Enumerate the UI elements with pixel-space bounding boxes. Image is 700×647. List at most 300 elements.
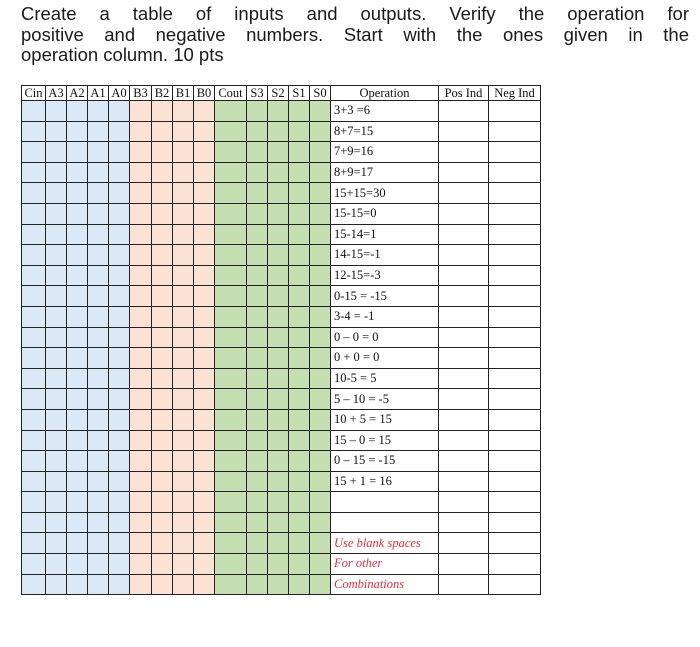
neg-ind-cell[interactable] bbox=[489, 183, 541, 204]
bit-cell-b1[interactable] bbox=[173, 142, 194, 163]
bit-cell-s1[interactable] bbox=[289, 183, 310, 204]
neg-ind-cell[interactable] bbox=[489, 162, 541, 183]
bit-cell-cout[interactable] bbox=[215, 224, 247, 245]
bit-cell-a2[interactable] bbox=[67, 554, 88, 575]
bit-cell-b0[interactable] bbox=[194, 430, 215, 451]
bit-cell-b2[interactable] bbox=[152, 327, 173, 348]
bit-cell-a1[interactable] bbox=[88, 512, 109, 533]
bit-cell-a3[interactable] bbox=[46, 224, 67, 245]
bit-cell-b0[interactable] bbox=[194, 306, 215, 327]
pos-ind-cell[interactable] bbox=[439, 327, 489, 348]
bit-cell-a3[interactable] bbox=[46, 512, 67, 533]
bit-cell-a2[interactable] bbox=[67, 142, 88, 163]
pos-ind-cell[interactable] bbox=[439, 409, 489, 430]
pos-ind-cell[interactable] bbox=[439, 451, 489, 472]
bit-cell-a0[interactable] bbox=[109, 471, 130, 492]
neg-ind-cell[interactable] bbox=[489, 430, 541, 451]
bit-cell-s1[interactable] bbox=[289, 142, 310, 163]
bit-cell-s3[interactable] bbox=[247, 368, 268, 389]
bit-cell-s1[interactable] bbox=[289, 286, 310, 307]
bit-cell-s0[interactable] bbox=[310, 430, 331, 451]
bit-cell-s2[interactable] bbox=[268, 409, 289, 430]
bit-cell-a2[interactable] bbox=[67, 327, 88, 348]
bit-cell-s2[interactable] bbox=[268, 471, 289, 492]
bit-cell-cout[interactable] bbox=[215, 554, 247, 575]
bit-cell-s3[interactable] bbox=[247, 430, 268, 451]
neg-ind-cell[interactable] bbox=[489, 101, 541, 122]
bit-cell-s3[interactable] bbox=[247, 327, 268, 348]
bit-cell-cin[interactable] bbox=[22, 265, 46, 286]
bit-cell-b0[interactable] bbox=[194, 451, 215, 472]
bit-cell-cout[interactable] bbox=[215, 574, 247, 595]
bit-cell-s2[interactable] bbox=[268, 142, 289, 163]
bit-cell-a1[interactable] bbox=[88, 183, 109, 204]
bit-cell-s3[interactable] bbox=[247, 409, 268, 430]
bit-cell-a1[interactable] bbox=[88, 409, 109, 430]
neg-ind-cell[interactable] bbox=[489, 512, 541, 533]
pos-ind-cell[interactable] bbox=[439, 265, 489, 286]
bit-cell-b1[interactable] bbox=[173, 554, 194, 575]
bit-cell-a0[interactable] bbox=[109, 368, 130, 389]
pos-ind-cell[interactable] bbox=[439, 306, 489, 327]
bit-cell-cout[interactable] bbox=[215, 306, 247, 327]
bit-cell-a1[interactable] bbox=[88, 142, 109, 163]
bit-cell-s2[interactable] bbox=[268, 430, 289, 451]
bit-cell-b3[interactable] bbox=[130, 389, 152, 410]
bit-cell-a0[interactable] bbox=[109, 306, 130, 327]
bit-cell-b2[interactable] bbox=[152, 183, 173, 204]
bit-cell-b0[interactable] bbox=[194, 533, 215, 554]
bit-cell-s3[interactable] bbox=[247, 265, 268, 286]
bit-cell-s2[interactable] bbox=[268, 574, 289, 595]
pos-ind-cell[interactable] bbox=[439, 368, 489, 389]
bit-cell-cin[interactable] bbox=[22, 554, 46, 575]
neg-ind-cell[interactable] bbox=[489, 245, 541, 266]
bit-cell-s3[interactable] bbox=[247, 471, 268, 492]
bit-cell-b3[interactable] bbox=[130, 121, 152, 142]
neg-ind-cell[interactable] bbox=[489, 327, 541, 348]
bit-cell-b2[interactable] bbox=[152, 574, 173, 595]
bit-cell-b2[interactable] bbox=[152, 554, 173, 575]
bit-cell-a2[interactable] bbox=[67, 121, 88, 142]
bit-cell-b0[interactable] bbox=[194, 512, 215, 533]
bit-cell-b2[interactable] bbox=[152, 409, 173, 430]
bit-cell-cin[interactable] bbox=[22, 121, 46, 142]
bit-cell-a0[interactable] bbox=[109, 533, 130, 554]
bit-cell-s3[interactable] bbox=[247, 492, 268, 513]
bit-cell-a2[interactable] bbox=[67, 430, 88, 451]
bit-cell-b2[interactable] bbox=[152, 389, 173, 410]
bit-cell-a2[interactable] bbox=[67, 203, 88, 224]
neg-ind-cell[interactable] bbox=[489, 533, 541, 554]
bit-cell-s0[interactable] bbox=[310, 409, 331, 430]
bit-cell-b1[interactable] bbox=[173, 306, 194, 327]
pos-ind-cell[interactable] bbox=[439, 554, 489, 575]
bit-cell-a3[interactable] bbox=[46, 101, 67, 122]
neg-ind-cell[interactable] bbox=[489, 389, 541, 410]
bit-cell-a3[interactable] bbox=[46, 389, 67, 410]
bit-cell-b3[interactable] bbox=[130, 142, 152, 163]
bit-cell-a3[interactable] bbox=[46, 286, 67, 307]
neg-ind-cell[interactable] bbox=[489, 203, 541, 224]
bit-cell-b0[interactable] bbox=[194, 101, 215, 122]
bit-cell-s1[interactable] bbox=[289, 471, 310, 492]
bit-cell-b0[interactable] bbox=[194, 265, 215, 286]
bit-cell-a2[interactable] bbox=[67, 265, 88, 286]
bit-cell-s3[interactable] bbox=[247, 533, 268, 554]
bit-cell-b0[interactable] bbox=[194, 471, 215, 492]
bit-cell-a1[interactable] bbox=[88, 348, 109, 369]
pos-ind-cell[interactable] bbox=[439, 389, 489, 410]
bit-cell-s1[interactable] bbox=[289, 224, 310, 245]
bit-cell-b3[interactable] bbox=[130, 533, 152, 554]
bit-cell-b3[interactable] bbox=[130, 245, 152, 266]
bit-cell-b3[interactable] bbox=[130, 327, 152, 348]
pos-ind-cell[interactable] bbox=[439, 533, 489, 554]
pos-ind-cell[interactable] bbox=[439, 224, 489, 245]
bit-cell-s3[interactable] bbox=[247, 121, 268, 142]
bit-cell-s3[interactable] bbox=[247, 203, 268, 224]
bit-cell-b2[interactable] bbox=[152, 162, 173, 183]
pos-ind-cell[interactable] bbox=[439, 162, 489, 183]
bit-cell-b0[interactable] bbox=[194, 409, 215, 430]
bit-cell-cout[interactable] bbox=[215, 162, 247, 183]
bit-cell-a3[interactable] bbox=[46, 306, 67, 327]
bit-cell-cout[interactable] bbox=[215, 533, 247, 554]
bit-cell-cin[interactable] bbox=[22, 162, 46, 183]
bit-cell-s0[interactable] bbox=[310, 389, 331, 410]
bit-cell-s2[interactable] bbox=[268, 451, 289, 472]
bit-cell-b1[interactable] bbox=[173, 471, 194, 492]
bit-cell-a2[interactable] bbox=[67, 183, 88, 204]
bit-cell-a0[interactable] bbox=[109, 451, 130, 472]
neg-ind-cell[interactable] bbox=[489, 492, 541, 513]
bit-cell-cout[interactable] bbox=[215, 389, 247, 410]
bit-cell-b2[interactable] bbox=[152, 203, 173, 224]
bit-cell-b3[interactable] bbox=[130, 554, 152, 575]
bit-cell-s1[interactable] bbox=[289, 451, 310, 472]
bit-cell-cin[interactable] bbox=[22, 203, 46, 224]
bit-cell-cout[interactable] bbox=[215, 451, 247, 472]
bit-cell-cout[interactable] bbox=[215, 368, 247, 389]
pos-ind-cell[interactable] bbox=[439, 142, 489, 163]
bit-cell-s1[interactable] bbox=[289, 512, 310, 533]
bit-cell-b3[interactable] bbox=[130, 451, 152, 472]
bit-cell-s3[interactable] bbox=[247, 183, 268, 204]
bit-cell-a2[interactable] bbox=[67, 101, 88, 122]
bit-cell-b2[interactable] bbox=[152, 224, 173, 245]
bit-cell-s1[interactable] bbox=[289, 101, 310, 122]
bit-cell-s1[interactable] bbox=[289, 492, 310, 513]
bit-cell-s3[interactable] bbox=[247, 451, 268, 472]
bit-cell-b0[interactable] bbox=[194, 368, 215, 389]
bit-cell-b1[interactable] bbox=[173, 245, 194, 266]
bit-cell-s0[interactable] bbox=[310, 512, 331, 533]
pos-ind-cell[interactable] bbox=[439, 183, 489, 204]
bit-cell-b1[interactable] bbox=[173, 492, 194, 513]
bit-cell-a1[interactable] bbox=[88, 471, 109, 492]
bit-cell-s0[interactable] bbox=[310, 471, 331, 492]
bit-cell-a1[interactable] bbox=[88, 245, 109, 266]
pos-ind-cell[interactable] bbox=[439, 492, 489, 513]
bit-cell-a1[interactable] bbox=[88, 162, 109, 183]
bit-cell-a0[interactable] bbox=[109, 389, 130, 410]
pos-ind-cell[interactable] bbox=[439, 574, 489, 595]
bit-cell-s2[interactable] bbox=[268, 327, 289, 348]
bit-cell-b0[interactable] bbox=[194, 389, 215, 410]
bit-cell-b3[interactable] bbox=[130, 512, 152, 533]
bit-cell-b1[interactable] bbox=[173, 203, 194, 224]
neg-ind-cell[interactable] bbox=[489, 574, 541, 595]
bit-cell-a1[interactable] bbox=[88, 533, 109, 554]
bit-cell-b3[interactable] bbox=[130, 348, 152, 369]
bit-cell-s0[interactable] bbox=[310, 533, 331, 554]
bit-cell-a3[interactable] bbox=[46, 451, 67, 472]
bit-cell-a1[interactable] bbox=[88, 430, 109, 451]
bit-cell-a2[interactable] bbox=[67, 471, 88, 492]
bit-cell-b0[interactable] bbox=[194, 203, 215, 224]
bit-cell-s1[interactable] bbox=[289, 162, 310, 183]
bit-cell-b3[interactable] bbox=[130, 183, 152, 204]
bit-cell-a1[interactable] bbox=[88, 101, 109, 122]
pos-ind-cell[interactable] bbox=[439, 203, 489, 224]
bit-cell-s2[interactable] bbox=[268, 554, 289, 575]
neg-ind-cell[interactable] bbox=[489, 265, 541, 286]
bit-cell-b0[interactable] bbox=[194, 121, 215, 142]
bit-cell-a0[interactable] bbox=[109, 121, 130, 142]
bit-cell-cin[interactable] bbox=[22, 368, 46, 389]
bit-cell-b3[interactable] bbox=[130, 265, 152, 286]
pos-ind-cell[interactable] bbox=[439, 512, 489, 533]
bit-cell-a0[interactable] bbox=[109, 245, 130, 266]
bit-cell-a2[interactable] bbox=[67, 162, 88, 183]
bit-cell-b2[interactable] bbox=[152, 348, 173, 369]
bit-cell-a2[interactable] bbox=[67, 306, 88, 327]
bit-cell-b1[interactable] bbox=[173, 183, 194, 204]
bit-cell-a2[interactable] bbox=[67, 409, 88, 430]
bit-cell-s2[interactable] bbox=[268, 286, 289, 307]
neg-ind-cell[interactable] bbox=[489, 368, 541, 389]
bit-cell-a3[interactable] bbox=[46, 121, 67, 142]
bit-cell-cin[interactable] bbox=[22, 533, 46, 554]
bit-cell-b2[interactable] bbox=[152, 245, 173, 266]
bit-cell-a0[interactable] bbox=[109, 430, 130, 451]
neg-ind-cell[interactable] bbox=[489, 409, 541, 430]
bit-cell-a3[interactable] bbox=[46, 533, 67, 554]
bit-cell-s2[interactable] bbox=[268, 203, 289, 224]
bit-cell-b0[interactable] bbox=[194, 183, 215, 204]
bit-cell-s1[interactable] bbox=[289, 554, 310, 575]
bit-cell-s3[interactable] bbox=[247, 224, 268, 245]
bit-cell-s2[interactable] bbox=[268, 162, 289, 183]
bit-cell-a3[interactable] bbox=[46, 492, 67, 513]
bit-cell-s2[interactable] bbox=[268, 121, 289, 142]
bit-cell-b1[interactable] bbox=[173, 533, 194, 554]
bit-cell-a0[interactable] bbox=[109, 224, 130, 245]
bit-cell-s1[interactable] bbox=[289, 327, 310, 348]
bit-cell-b1[interactable] bbox=[173, 430, 194, 451]
bit-cell-b3[interactable] bbox=[130, 409, 152, 430]
bit-cell-cin[interactable] bbox=[22, 492, 46, 513]
bit-cell-s2[interactable] bbox=[268, 389, 289, 410]
bit-cell-b3[interactable] bbox=[130, 306, 152, 327]
bit-cell-a0[interactable] bbox=[109, 162, 130, 183]
bit-cell-s1[interactable] bbox=[289, 389, 310, 410]
bit-cell-cin[interactable] bbox=[22, 142, 46, 163]
bit-cell-b1[interactable] bbox=[173, 327, 194, 348]
bit-cell-s0[interactable] bbox=[310, 348, 331, 369]
bit-cell-b3[interactable] bbox=[130, 162, 152, 183]
bit-cell-a1[interactable] bbox=[88, 306, 109, 327]
bit-cell-a0[interactable] bbox=[109, 265, 130, 286]
bit-cell-a1[interactable] bbox=[88, 203, 109, 224]
bit-cell-cout[interactable] bbox=[215, 327, 247, 348]
bit-cell-s2[interactable] bbox=[268, 224, 289, 245]
neg-ind-cell[interactable] bbox=[489, 121, 541, 142]
bit-cell-b2[interactable] bbox=[152, 286, 173, 307]
bit-cell-cout[interactable] bbox=[215, 142, 247, 163]
pos-ind-cell[interactable] bbox=[439, 101, 489, 122]
bit-cell-cout[interactable] bbox=[215, 245, 247, 266]
bit-cell-a0[interactable] bbox=[109, 348, 130, 369]
bit-cell-b3[interactable] bbox=[130, 101, 152, 122]
bit-cell-cin[interactable] bbox=[22, 430, 46, 451]
bit-cell-b1[interactable] bbox=[173, 286, 194, 307]
bit-cell-a0[interactable] bbox=[109, 203, 130, 224]
bit-cell-b1[interactable] bbox=[173, 162, 194, 183]
bit-cell-s2[interactable] bbox=[268, 306, 289, 327]
bit-cell-s1[interactable] bbox=[289, 245, 310, 266]
bit-cell-a1[interactable] bbox=[88, 265, 109, 286]
bit-cell-b0[interactable] bbox=[194, 286, 215, 307]
bit-cell-a2[interactable] bbox=[67, 245, 88, 266]
bit-cell-b2[interactable] bbox=[152, 430, 173, 451]
bit-cell-s3[interactable] bbox=[247, 554, 268, 575]
bit-cell-cin[interactable] bbox=[22, 306, 46, 327]
bit-cell-a3[interactable] bbox=[46, 203, 67, 224]
bit-cell-a1[interactable] bbox=[88, 574, 109, 595]
bit-cell-a0[interactable] bbox=[109, 327, 130, 348]
bit-cell-cout[interactable] bbox=[215, 203, 247, 224]
bit-cell-a1[interactable] bbox=[88, 224, 109, 245]
bit-cell-a1[interactable] bbox=[88, 554, 109, 575]
bit-cell-s0[interactable] bbox=[310, 162, 331, 183]
bit-cell-a3[interactable] bbox=[46, 409, 67, 430]
bit-cell-s2[interactable] bbox=[268, 245, 289, 266]
bit-cell-cin[interactable] bbox=[22, 512, 46, 533]
bit-cell-b1[interactable] bbox=[173, 368, 194, 389]
bit-cell-s3[interactable] bbox=[247, 306, 268, 327]
bit-cell-cin[interactable] bbox=[22, 286, 46, 307]
bit-cell-a3[interactable] bbox=[46, 471, 67, 492]
neg-ind-cell[interactable] bbox=[489, 286, 541, 307]
bit-cell-b2[interactable] bbox=[152, 142, 173, 163]
bit-cell-s1[interactable] bbox=[289, 430, 310, 451]
bit-cell-s0[interactable] bbox=[310, 306, 331, 327]
bit-cell-s0[interactable] bbox=[310, 224, 331, 245]
bit-cell-s0[interactable] bbox=[310, 203, 331, 224]
bit-cell-s1[interactable] bbox=[289, 265, 310, 286]
bit-cell-b1[interactable] bbox=[173, 121, 194, 142]
bit-cell-s0[interactable] bbox=[310, 451, 331, 472]
bit-cell-cout[interactable] bbox=[215, 183, 247, 204]
bit-cell-b2[interactable] bbox=[152, 368, 173, 389]
bit-cell-s1[interactable] bbox=[289, 574, 310, 595]
neg-ind-cell[interactable] bbox=[489, 471, 541, 492]
bit-cell-b0[interactable] bbox=[194, 162, 215, 183]
bit-cell-b1[interactable] bbox=[173, 574, 194, 595]
bit-cell-s3[interactable] bbox=[247, 574, 268, 595]
bit-cell-b2[interactable] bbox=[152, 451, 173, 472]
bit-cell-a1[interactable] bbox=[88, 327, 109, 348]
bit-cell-s2[interactable] bbox=[268, 368, 289, 389]
bit-cell-s2[interactable] bbox=[268, 533, 289, 554]
bit-cell-s0[interactable] bbox=[310, 574, 331, 595]
bit-cell-b0[interactable] bbox=[194, 142, 215, 163]
bit-cell-cin[interactable] bbox=[22, 245, 46, 266]
bit-cell-s0[interactable] bbox=[310, 142, 331, 163]
bit-cell-a2[interactable] bbox=[67, 368, 88, 389]
bit-cell-a0[interactable] bbox=[109, 183, 130, 204]
bit-cell-a2[interactable] bbox=[67, 574, 88, 595]
bit-cell-s1[interactable] bbox=[289, 368, 310, 389]
bit-cell-a3[interactable] bbox=[46, 142, 67, 163]
bit-cell-cout[interactable] bbox=[215, 101, 247, 122]
bit-cell-b2[interactable] bbox=[152, 533, 173, 554]
bit-cell-b3[interactable] bbox=[130, 368, 152, 389]
bit-cell-s1[interactable] bbox=[289, 348, 310, 369]
bit-cell-s2[interactable] bbox=[268, 265, 289, 286]
bit-cell-cout[interactable] bbox=[215, 409, 247, 430]
bit-cell-cin[interactable] bbox=[22, 348, 46, 369]
bit-cell-b3[interactable] bbox=[130, 430, 152, 451]
pos-ind-cell[interactable] bbox=[439, 348, 489, 369]
bit-cell-s0[interactable] bbox=[310, 101, 331, 122]
bit-cell-s2[interactable] bbox=[268, 101, 289, 122]
bit-cell-b2[interactable] bbox=[152, 121, 173, 142]
neg-ind-cell[interactable] bbox=[489, 554, 541, 575]
bit-cell-b2[interactable] bbox=[152, 492, 173, 513]
bit-cell-b0[interactable] bbox=[194, 492, 215, 513]
neg-ind-cell[interactable] bbox=[489, 348, 541, 369]
bit-cell-b2[interactable] bbox=[152, 101, 173, 122]
bit-cell-a1[interactable] bbox=[88, 286, 109, 307]
bit-cell-cin[interactable] bbox=[22, 409, 46, 430]
bit-cell-s0[interactable] bbox=[310, 121, 331, 142]
bit-cell-b0[interactable] bbox=[194, 224, 215, 245]
bit-cell-a3[interactable] bbox=[46, 327, 67, 348]
bit-cell-s0[interactable] bbox=[310, 327, 331, 348]
bit-cell-a0[interactable] bbox=[109, 101, 130, 122]
bit-cell-b0[interactable] bbox=[194, 327, 215, 348]
bit-cell-a1[interactable] bbox=[88, 451, 109, 472]
bit-cell-cout[interactable] bbox=[215, 265, 247, 286]
bit-cell-b2[interactable] bbox=[152, 265, 173, 286]
neg-ind-cell[interactable] bbox=[489, 451, 541, 472]
bit-cell-a3[interactable] bbox=[46, 574, 67, 595]
bit-cell-b3[interactable] bbox=[130, 224, 152, 245]
bit-cell-cin[interactable] bbox=[22, 183, 46, 204]
bit-cell-s0[interactable] bbox=[310, 286, 331, 307]
bit-cell-a3[interactable] bbox=[46, 162, 67, 183]
bit-cell-b1[interactable] bbox=[173, 512, 194, 533]
bit-cell-s3[interactable] bbox=[247, 286, 268, 307]
bit-cell-a0[interactable] bbox=[109, 574, 130, 595]
bit-cell-s3[interactable] bbox=[247, 512, 268, 533]
bit-cell-b1[interactable] bbox=[173, 224, 194, 245]
bit-cell-cin[interactable] bbox=[22, 451, 46, 472]
bit-cell-b0[interactable] bbox=[194, 245, 215, 266]
